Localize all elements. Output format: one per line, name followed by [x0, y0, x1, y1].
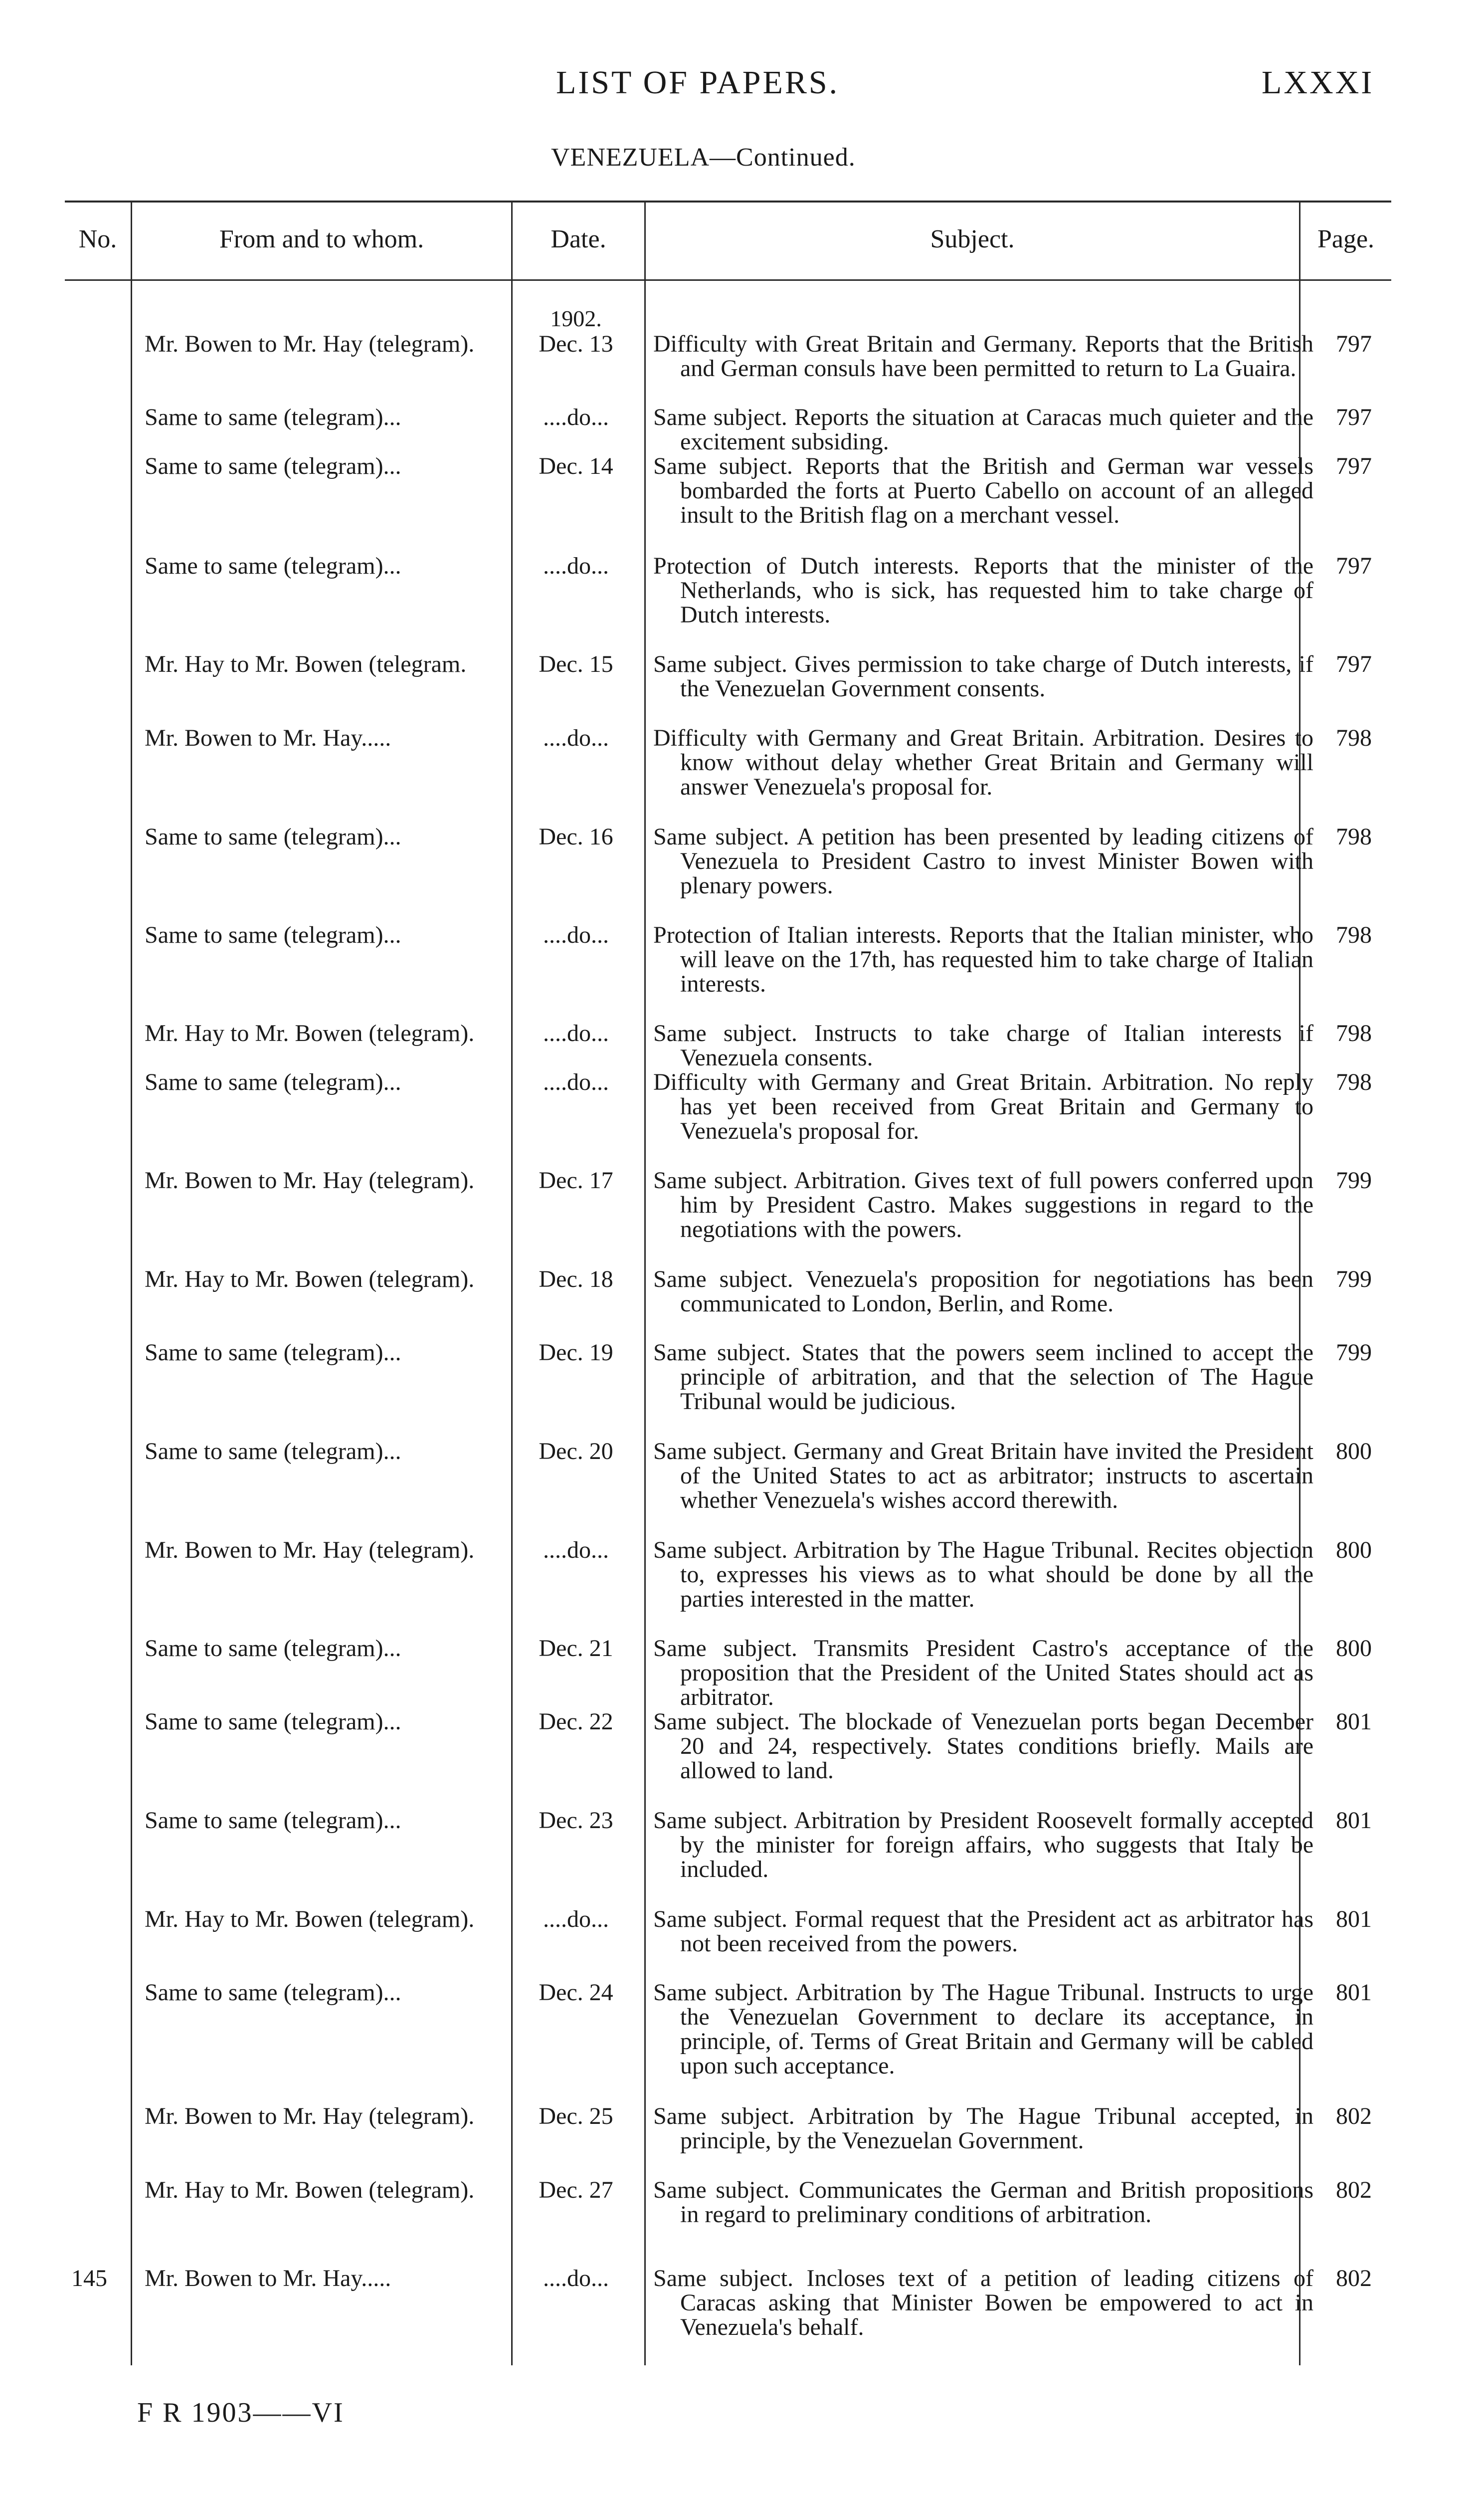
date: ....do... — [543, 725, 609, 751]
subject: Difficulty with Germany and Great Britain. Arbitration. No reply has yet been received from Great Britain and Germany to Venezuela's proposal for. — [653, 1069, 1313, 1144]
page-ref: 797 — [1336, 331, 1372, 357]
table-top-rule — [65, 201, 1391, 203]
footer-signature-mark: F R 1903——VI — [137, 2397, 345, 2428]
date: Dec. 15 — [539, 651, 613, 677]
date: Dec. 25 — [539, 2103, 613, 2129]
page-ref: 799 — [1336, 1339, 1372, 1366]
subject: Protection of Italian interests. Reports that the Italian minister, who will leave on the 17th, has requested him to take charge of Italian interests. — [653, 922, 1313, 997]
date: Dec. 13 — [539, 331, 613, 357]
page-ref: 802 — [1336, 2265, 1372, 2291]
date: Dec. 17 — [539, 1167, 613, 1194]
from-to: Same to same (telegram)... — [145, 553, 401, 579]
subject: Same subject. Germany and Great Britain have invited the President of the United States to act as arbitrator; instructs to ascertain whether Venezuela's wishes accord therewith. — [653, 1438, 1313, 1513]
date: Dec. 16 — [539, 824, 613, 850]
from-to: Mr. Bowen to Mr. Hay (telegram). — [145, 331, 475, 357]
page-ref: 798 — [1336, 725, 1372, 751]
page-ref: 800 — [1336, 1438, 1372, 1464]
subject: Same subject. Arbitration by The Hague Tribunal. Recites objection to, expresses his views as to what should be done by all the parties interested in the matter. — [653, 1537, 1313, 1612]
date: ....do... — [543, 1020, 609, 1046]
subject: Same subject. Communicates the German and British propositions in regard to preliminary conditions of arbitration. — [653, 2177, 1313, 2228]
page-ref: 801 — [1336, 1979, 1372, 2006]
subject: Same subject. Arbitration. Gives text of full powers conferred upon him by President Castro. Makes suggestions in regard to the negotiations with the powers. — [653, 1167, 1313, 1243]
page-ref: 801 — [1336, 1708, 1372, 1735]
subject: Same subject. States that the powers seem inclined to accept the principle of arbitration, and that the selection of The Hague Tribunal would be judicious. — [653, 1339, 1313, 1415]
page-ref: 800 — [1336, 1635, 1372, 1662]
page-ref: 799 — [1336, 1266, 1372, 1292]
from-to: Same to same (telegram)... — [145, 1635, 401, 1662]
subject: Difficulty with Great Britain and Germany. Reports that the British and German consuls have been permitted to return to La Guaira. — [653, 331, 1313, 382]
page-ref: 800 — [1336, 1537, 1372, 1563]
date: Dec. 18 — [539, 1266, 613, 1292]
from-to: Same to same (telegram)... — [145, 1807, 401, 1834]
date: Dec. 22 — [539, 1708, 613, 1735]
page-ref: 797 — [1336, 404, 1372, 430]
from-to: Same to same (telegram)... — [145, 1979, 401, 2006]
subject: Difficulty with Germany and Great Britain. Arbitration. Desires to know without delay whether Great Britain and Germany will answer Venezuela's proposal for. — [653, 725, 1313, 800]
date: ....do... — [543, 1069, 609, 1095]
table-header-rule — [65, 279, 1391, 281]
from-to: Mr. Hay to Mr. Bowen (telegram). — [145, 1906, 475, 1932]
page-ref: 799 — [1336, 1167, 1372, 1194]
subject: Same subject. A petition has been presented by leading citizens of Venezuela to President Castro to invest Minister Bowen with plenary powers. — [653, 824, 1313, 899]
date: Dec. 14 — [539, 453, 613, 479]
page-ref: 798 — [1336, 1069, 1372, 1095]
from-to: Mr. Bowen to Mr. Hay..... — [145, 2265, 391, 2291]
from-to: Same to same (telegram)... — [145, 1438, 401, 1464]
col-header-page: Page. — [1317, 225, 1375, 253]
from-to: Same to same (telegram)... — [145, 922, 401, 948]
page-ref: 801 — [1336, 1906, 1372, 1932]
page-ref: 798 — [1336, 922, 1372, 948]
from-to: Mr. Hay to Mr. Bowen (telegram). — [145, 2177, 475, 2203]
page-ref: 802 — [1336, 2103, 1372, 2129]
column-rule-1 — [131, 201, 132, 2365]
date: ....do... — [543, 1537, 609, 1563]
subject: Same subject. Arbitration by The Hague Tribunal accepted, in principle, by the Venezuelan Government. — [653, 2103, 1313, 2154]
date: Dec. 24 — [539, 1979, 613, 2006]
subject: Same subject. Reports the situation at Caracas much quieter and the excitement subsiding. — [653, 404, 1313, 455]
page-ref: 798 — [1336, 1020, 1372, 1046]
from-to: Mr. Bowen to Mr. Hay (telegram). — [145, 1167, 475, 1194]
section-heading: VENEZUELA—Continued. — [551, 143, 856, 172]
date: Dec. 21 — [539, 1635, 613, 1662]
subject: Same subject. Instructs to take charge of Italian interests if Venezuela consents. — [653, 1020, 1313, 1071]
from-to: Mr. Hay to Mr. Bowen (telegram). — [145, 1266, 475, 1292]
date: Dec. 27 — [539, 2177, 613, 2203]
subject: Same subject. Arbitration by The Hague Tribunal. Instructs to urge the Venezuelan Government to declare its acceptance, in principle, of. Terms of Great Britain and Germany will be cabled upon such acceptance. — [653, 1979, 1313, 2079]
date: ....do... — [543, 2265, 609, 2291]
date: Dec. 23 — [539, 1807, 613, 1834]
page-ref: 797 — [1336, 553, 1372, 579]
from-to: Same to same (telegram)... — [145, 404, 401, 430]
subject: Same subject. Incloses text of a petition of leading citizens of Caracas asking that Minister Bowen be empowered to act in Venezuela's behalf. — [653, 2265, 1313, 2340]
date: ....do... — [543, 1906, 609, 1932]
from-to: Mr. Bowen to Mr. Hay..... — [145, 725, 391, 751]
col-header-date: Date. — [551, 225, 606, 253]
from-to: Same to same (telegram)... — [145, 1069, 401, 1095]
from-to: Mr. Hay to Mr. Bowen (telegram. — [145, 651, 467, 677]
page-ref: 797 — [1336, 453, 1372, 479]
date: Dec. 19 — [539, 1339, 613, 1366]
paper-number: 145 — [71, 2265, 107, 2291]
from-to: Mr. Bowen to Mr. Hay (telegram). — [145, 2103, 475, 2129]
year-label: 1902. — [550, 306, 602, 331]
date: ....do... — [543, 404, 609, 430]
running-title: LIST OF PAPERS. — [556, 64, 840, 101]
page-ref: 798 — [1336, 824, 1372, 850]
date: ....do... — [543, 553, 609, 579]
subject: Same subject. Arbitration by President Roosevelt formally accepted by the minister for foreign affairs, who suggests that Italy be included. — [653, 1807, 1313, 1882]
from-to: Same to same (telegram)... — [145, 1708, 401, 1735]
subject: Same subject. Gives permission to take charge of Dutch interests, if the Venezuelan Government consents. — [653, 651, 1313, 702]
page-numeral: LXXXI — [1262, 64, 1374, 101]
subject: Same subject. Reports that the British and German war vessels bombarded the forts at Puerto Cabello on account of an alleged insult to the British flag on a merchant vessel. — [653, 453, 1313, 528]
col-header-no: No. — [78, 225, 117, 253]
date: ....do... — [543, 922, 609, 948]
from-to: Same to same (telegram)... — [145, 1339, 401, 1366]
subject: Same subject. Venezuela's proposition for negotiations has been communicated to London, Berlin, and Rome. — [653, 1266, 1313, 1317]
column-rule-3 — [644, 201, 646, 2365]
col-header-subject: Subject. — [930, 225, 1015, 253]
from-to: Mr. Hay to Mr. Bowen (telegram). — [145, 1020, 475, 1046]
subject: Protection of Dutch interests. Reports that the minister of the Netherlands, who is sick, has requested him to take charge of Dutch interests. — [653, 553, 1313, 628]
from-to: Same to same (telegram)... — [145, 453, 401, 479]
page-ref: 801 — [1336, 1807, 1372, 1834]
subject: Same subject. Transmits President Castro's acceptance of the proposition that the President of the United States should act as arbitrator. — [653, 1635, 1313, 1710]
from-to: Mr. Bowen to Mr. Hay (telegram). — [145, 1537, 475, 1563]
page-ref: 802 — [1336, 2177, 1372, 2203]
from-to: Same to same (telegram)... — [145, 824, 401, 850]
subject: Same subject. Formal request that the President act as arbitrator has not been received from the powers. — [653, 1906, 1313, 1957]
date: Dec. 20 — [539, 1438, 613, 1464]
col-header-from: From and to whom. — [219, 225, 424, 253]
subject: Same subject. The blockade of Venezuelan ports began December 20 and 24, respectively. States conditions briefly. Mails are allowed to land. — [653, 1708, 1313, 1784]
page-ref: 797 — [1336, 651, 1372, 677]
